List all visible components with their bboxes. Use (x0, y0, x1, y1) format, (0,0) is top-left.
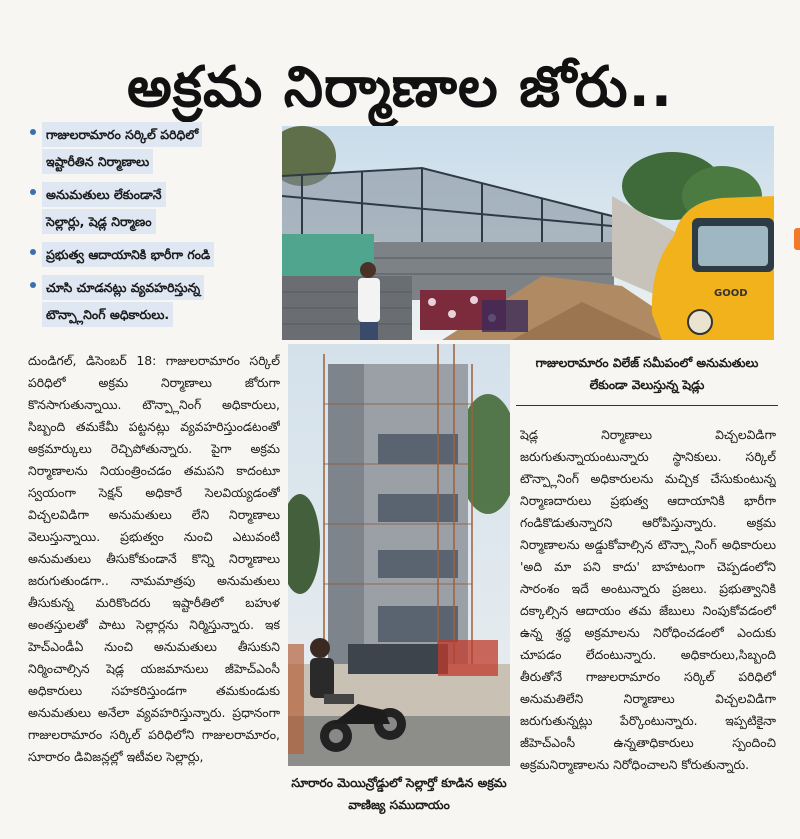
caption-sheds: గాజులరామారం విలేజ్ సమీపంలో అనుమతులు లేకుండా వెలుస్తున్న షెడ్లు (535, 356, 759, 392)
headline: అక్రమ నిర్మాణాల జోరు.. (126, 54, 674, 120)
caption-divider (516, 405, 778, 406)
photo-sheds-construction (282, 126, 774, 340)
bullet-line: టౌన్ప్లానింగ్ అధికారులు. (42, 302, 173, 327)
bullet-line: ప్రభుత్వ ఆదాయానికి భారీగా గండి (42, 242, 214, 267)
bullet-line: సెల్లార్లు, షెడ్ల నిర్మాణం (42, 209, 156, 234)
bullet-item (30, 182, 280, 236)
photo-commercial-building (288, 344, 510, 766)
bullet-line: ఇష్టారీతిన నిర్మాణాలు (42, 149, 153, 174)
auto-plate-text: GOOD (714, 288, 748, 299)
article-left-column: దుండిగల్, డిసెంబర్ 18: గాజులరామారం సర్కిల్ పరిధిలో అక్రమ నిర్మాణాలు జోరుగా కొనసాగుతున్నాయి. టౌన్ప్లానింగ్ అధికారులు, సిబ్బంది తమకేమీ పట్టనట్లు వ్యవహరిస్తుండటంతో అక్రమార్కులు రెచ్చిపోతున్నారు. పైగా అక్రమ నిర్మాణాలను నియంత్రించడం తమపని కాదంటూ స్వయంగా సెక్షన్ అధికారే సెలవియ్యడంతో విచ్చలవిడిగా అనుమతులు లేని నిర్మాణాలు వెలుస్తున్నాయి. ప్రభుత్వం నుంచి ఎటువంటి అనుమతులు తీసుకోకుండానే కొన్ని నిర్మాణాలు జరుగుతుండగా.. నామమాత్రపు అనుమతులు తీసుకున్న మరికొందరు ఇష్టారీతిలో బహుళ అంతస్తులతో పాటు సెల్లార్లను నిర్మిస్తున్నారు. ఇక హెచ్ఎండీఏ నుంచి అనుమతులు తీసుకుని నిర్మించాల్సిన షెడ్ల యజమానులు జీహెచ్ఎంసీ అధికారులు సహకరిస్తుండగా తమకుండుకు అనుమతులు అనేలా వ్యవహరిస్తున్నారు. ప్రధానంగా గాజులరామారం సర్కిల్ పరిధిలోని గాజులరామారం, సూరారం డివిజన్లల్లో ఇటీవల సెల్లార్లు, (28, 353, 280, 764)
bullet-dot-icon (30, 282, 42, 329)
bullet-dot-icon (30, 189, 42, 236)
summary-bullets (30, 122, 280, 335)
bullet-line: చూసి చూడనట్లు వ్యవహరిస్తున్న (42, 275, 204, 300)
bullet-item (30, 122, 280, 176)
article-right-column: షెడ్ల నిర్మాణాలు విచ్చలవిడిగా జరుగుతున్నాయంటున్నారు స్థానికులు. సర్కిల్ టౌన్ప్లానింగ్ అధికారులను మచ్చిక చేసుకుంటున్న నిర్మాణదారులు ప్రభుత్వ ఆదాయానికి భారీగా గండికొడుతున్నారని ఆరోపిస్తున్నారు. అక్రమ నిర్మాణాలను అడ్డుకోవాల్సిన టౌన్ప్లానింగ్ అధికారులు 'అది మా పని కాదు' బాహటంగా చెప్పడంలోని సారంశం ఇదే అంటున్నారు ప్రజలు. ప్రభుత్వానికి దక్కాల్సిన ఆదాయం తమ జేబులు నింపుకోవడంలో ఉన్న శ్రద్ధ అక్రమాలను నిరోధించడంలో ఎందుకు చూపడం లేదంటున్నారు. అధికారులు,సిబ్బంది తీరుతోనే గాజులరామారం సర్కిల్ పరిధిలో అనుమతిలేని నిర్మాణాలు విచ్చలవిడిగా జరుగుతున్నట్లు పేర్కొంటున్నారు. ఇప్పటికైనా జీహెచ్ఎంసీ ఉన్నతాధికారులు స్పందించి అక్రమనిర్మాణాలను నిరోధించాలని కోరుతున్నారు. (520, 427, 776, 772)
page-edge-marker (794, 228, 800, 250)
caption-building: సూరారం మెయిన్రోడ్డులో సెల్లార్తో కూడిన అక్రమ వాణిజ్య సముదాయం (291, 776, 507, 812)
bullet-line: అనుమతులు లేకుండానే (42, 182, 166, 207)
bullet-item (30, 275, 280, 329)
bullet-item (30, 242, 280, 269)
bullet-dot-icon (30, 129, 42, 176)
bullet-dot-icon (30, 249, 42, 269)
bullet-line: గాజులరామారం సర్కిల్ పరిధిలో (42, 122, 202, 147)
